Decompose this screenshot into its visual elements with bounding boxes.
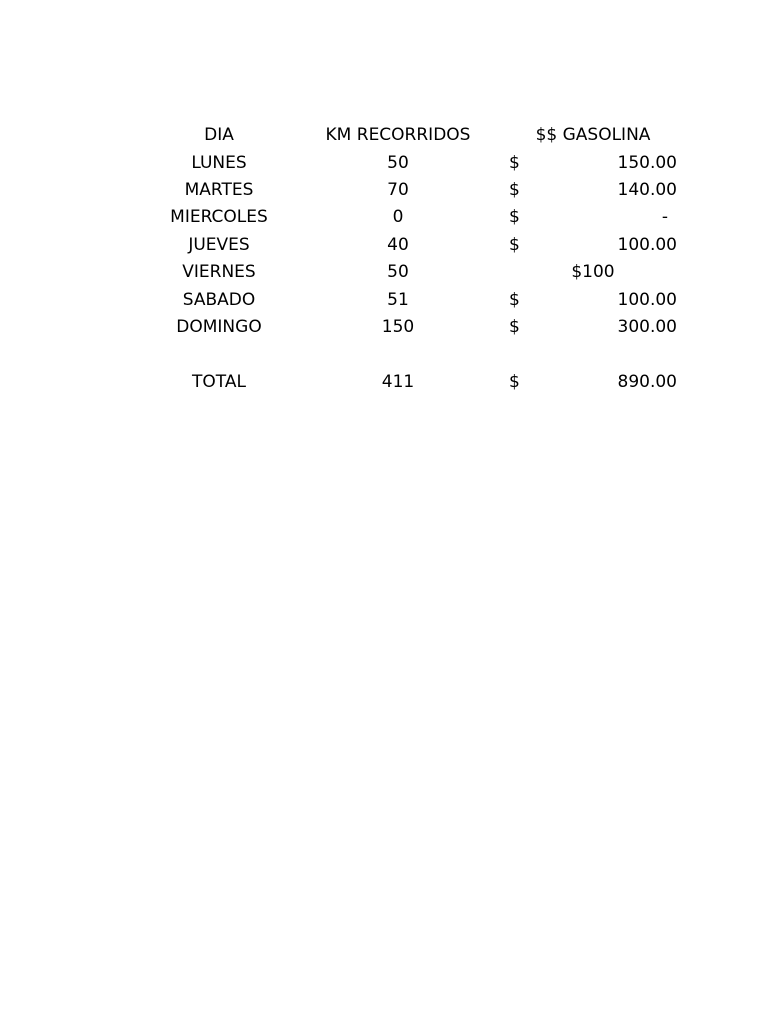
day-cell: SABADO: [182, 290, 256, 310]
day-cell: LUNES: [191, 153, 247, 173]
km-cell: 51: [387, 290, 409, 310]
header-dia: DIA: [204, 125, 234, 145]
km-cell: 50: [387, 153, 409, 173]
total-label: TOTAL: [192, 372, 246, 392]
currency-symbol: $: [509, 153, 520, 173]
currency-symbol: $: [509, 290, 520, 310]
currency-symbol: $: [509, 317, 520, 337]
amount-cell: 150.00: [617, 153, 677, 173]
km-cell: 50: [387, 262, 409, 282]
amount-cell: 100.00: [617, 290, 677, 310]
total-amount: 890.00: [617, 372, 677, 392]
header-gasolina: $$ GASOLINA: [535, 125, 651, 145]
total-km: 411: [381, 372, 415, 392]
currency-symbol: $: [509, 207, 520, 227]
amount-cell: $100: [571, 262, 615, 282]
day-cell: VIERNES: [182, 262, 256, 282]
currency-symbol: $: [509, 235, 520, 255]
currency-symbol: $: [509, 180, 520, 200]
table-row: [0, 150, 768, 177]
amount-cell: -: [661, 207, 668, 227]
table-row: [0, 287, 768, 314]
total-row: [0, 369, 768, 396]
table-row: [0, 314, 768, 341]
table-row: [0, 232, 768, 259]
currency-symbol: $: [509, 372, 520, 392]
amount-cell: 300.00: [617, 317, 677, 337]
table-row: [0, 259, 768, 286]
header-row: [0, 122, 768, 149]
day-cell: JUEVES: [188, 235, 250, 255]
amount-cell: 100.00: [617, 235, 677, 255]
table-row: [0, 204, 768, 231]
km-cell: 70: [387, 180, 409, 200]
amount-cell: 140.00: [617, 180, 677, 200]
km-cell: 0: [392, 207, 404, 227]
day-cell: MARTES: [184, 180, 254, 200]
table-row: [0, 177, 768, 204]
day-cell: DOMINGO: [176, 317, 262, 337]
km-cell: 150: [381, 317, 415, 337]
day-cell: MIERCOLES: [170, 207, 268, 227]
km-cell: 40: [387, 235, 409, 255]
header-km: KM RECORRIDOS: [325, 125, 471, 145]
